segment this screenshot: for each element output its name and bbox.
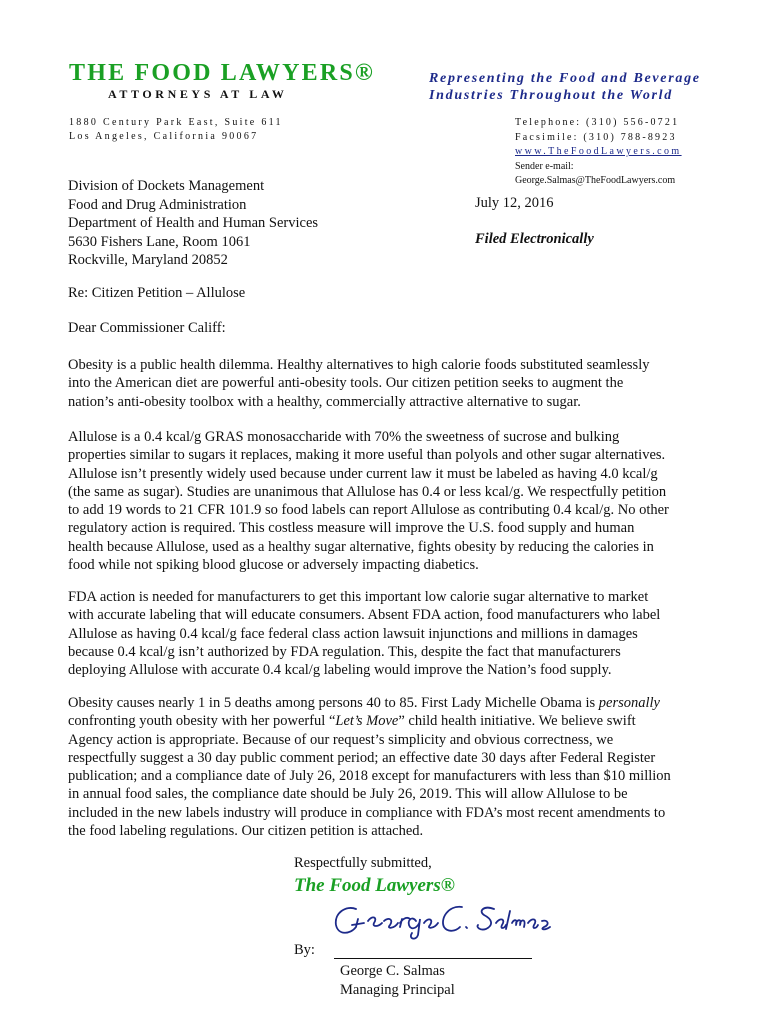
firm-address (69, 116, 283, 144)
recipient-line: 5630 Fishers Lane, Room 1061 (68, 233, 251, 250)
text-run: ” child health initiative. We believe swift (398, 713, 636, 730)
body-paragraph-4 (68, 694, 708, 840)
closing-firm-name: The Food Lawyers® (294, 875, 455, 896)
salutation: Dear Commissioner Califf: (68, 320, 226, 336)
text-line (68, 712, 708, 730)
text-line: included in the new labels industry will produce in compliance with FDA’s most recent amendments to (68, 804, 666, 821)
facsimile: Facsimile: (310) 788-8923 (515, 131, 677, 143)
text-line: Obesity is a public health dilemma. Healthy alternatives to high calorie foods substituted seamlessly (68, 357, 650, 373)
emphasis-text: Let’s Move (335, 713, 399, 730)
text-line: the food labeling regulations. Our citizen petition is attached. (68, 823, 424, 840)
recipient-line: Department of Health and Human Services (68, 215, 319, 231)
recipient-address (68, 177, 318, 270)
firm-name: THE FOOD LAWYERS® (69, 60, 376, 86)
text-line: Allulose as having 0.4 kcal/g face federal class action lawsuit injunctions and millions in damages (68, 625, 638, 642)
text-line: to add 19 words to 21 CFR 101.9 so food labels can report Allulose as contributing 0.4 kcal/g. No other (68, 502, 669, 519)
tagline-line: Industries Throughout the World (429, 88, 673, 103)
text-line: FDA action is needed for manufacturers to get this important low calorie sugar alternative to market (68, 589, 649, 605)
handwritten-signature (328, 897, 558, 943)
body-paragraph-3 (68, 588, 708, 679)
address-line: 1880 Century Park East, Suite 611 (69, 117, 283, 128)
text-line: in annual food sales, the compliance date should be July 26, 2019. This will allow Allulose to be (68, 786, 628, 803)
contact-block (515, 116, 682, 189)
firm-subtitle: ATTORNEYS AT LAW (108, 87, 288, 101)
recipient-line: Rockville, Maryland 20852 (68, 252, 228, 268)
emphasis-text: personally (598, 695, 660, 711)
text-line: Agency action is appropriate. Because of our request’s simplicity and obvious correctness, we (68, 731, 614, 748)
text-line: (the same as sugar). Studies are unanimous that Allulose has 0.4 or less kcal/g. We respectfully petition (68, 483, 667, 500)
recipient-line: Division of Dockets Management (68, 178, 265, 194)
body-paragraph-1 (68, 356, 708, 411)
signer-title: Managing Principal (340, 982, 455, 998)
signer-name: George C. Salmas (340, 963, 445, 979)
recipient-line: Food and Drug Administration (68, 196, 247, 213)
firm-tagline (429, 70, 704, 104)
sender-email-label: Sender e-mail: (515, 160, 574, 172)
sender-email: George.Salmas@TheFoodLawyers.com (515, 175, 676, 186)
text-line: with accurate labeling that will educate consumers. Absent FDA action, food manufacturers who label (68, 607, 661, 624)
text-line: nation’s anti-obesity toolbox with a healthy, commercially attractive alternative to sugar. (68, 393, 581, 410)
telephone: Telephone: (310) 556-0721 (515, 117, 680, 128)
body-paragraph-2 (68, 428, 708, 574)
text-line: food while not spiking blood glucose or adversely impacting diabetics. (68, 557, 479, 574)
tagline-line: Representing the Food and Beverage (429, 71, 701, 86)
text-line: Allulose isn’t presently widely used because under current law it must be labeled as having 4.0 kcal/g (68, 465, 658, 482)
text-line: regulatory action is required. This costless measure will improve the U.S. food supply and human (68, 520, 635, 537)
subject-line: Re: Citizen Petition – Allulose (68, 285, 246, 301)
signature-line (334, 958, 532, 959)
text-line: deploying Allulose with accurate 0.4 kcal/g labeling would improve the Nation’s food supply. (68, 662, 612, 679)
text-line: into the American diet are powerful anti-obesity tools. Our citizen petition seeks to augment the (68, 375, 624, 392)
text-line: publication; and a compliance date of July 26, 2018 except for manufacturers with less than $10 million (68, 768, 671, 785)
text-run: Obesity causes nearly 1 in 5 deaths among persons 40 to 85. First Lady Michelle Obama is (68, 695, 599, 711)
filing-note: Filed Electronically (475, 231, 594, 247)
text-run: confronting youth obesity with her powerful “ (68, 713, 336, 730)
signer-block (340, 962, 455, 1000)
text-line (68, 694, 708, 712)
text-line: because 0.4 kcal/g isn’t authorized by FDA regulation. This, despite the fact that manufacturers (68, 643, 621, 660)
text-line: properties similar to sugars it replaces, making it more useful than polyols and other sugar alternatives. (68, 447, 666, 464)
website-link[interactable]: www.TheFoodLawyers.com (515, 146, 682, 157)
text-line: respectfully suggest a 30 day public comment period; an effective date 30 days after Federal Register (68, 749, 656, 766)
valediction: Respectfully submitted, (294, 855, 432, 871)
address-line: Los Angeles, California 90067 (69, 131, 259, 142)
by-label: By: (294, 942, 315, 958)
text-line: health because Allulose, used as a healthy sugar alternative, fights obesity by reducing the calories in (68, 538, 654, 555)
text-line: Allulose is a 0.4 kcal/g GRAS monosaccharide with 70% the sweetness of sucrose and bulking (68, 429, 620, 445)
letter-date: July 12, 2016 (475, 195, 554, 211)
